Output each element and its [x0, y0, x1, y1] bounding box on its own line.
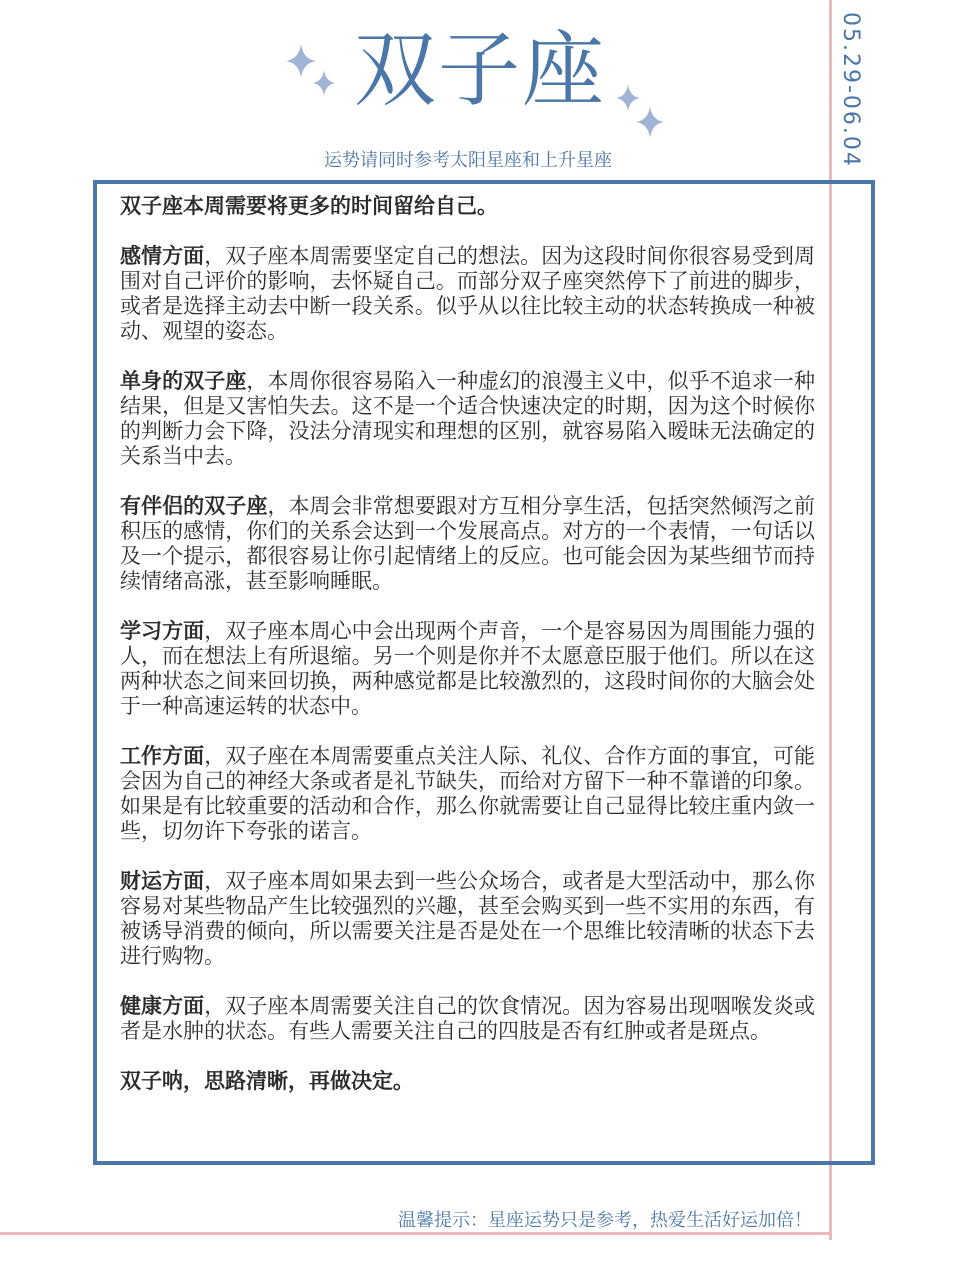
section-heading: 健康方面 [120, 994, 205, 1018]
outro-paragraph: 双子呐，思路清晰，再做决定。 [120, 1069, 414, 1093]
section-health [120, 994, 815, 1044]
section-love [120, 244, 815, 344]
page-title: 双子座 [353, 23, 606, 118]
section-heading: 有伴侣的双子座 [120, 494, 268, 518]
section-study [120, 619, 815, 719]
pink-horizontal-line [0, 1232, 832, 1235]
section-heading: 学习方面 [120, 619, 205, 643]
footer-tip: 温馨提示：星座运势只是参考，热爱生活好运加倍！ [398, 1210, 812, 1231]
section-text: ，双子座本周心中会出现两个声音，一个是容易因为周围能力强的人，而在想法上有所退缩。另一个则是你并不太愿意臣服于他们。所以在这两种状态之间来回切换，两种感觉都是比较激烈的，这段时间你的大脑会处于一种高速运转的状态中。 [120, 619, 815, 718]
section-single [120, 369, 815, 469]
section-heading: 感情方面 [120, 244, 205, 268]
section-heading: 工作方面 [120, 744, 205, 768]
section-work [120, 744, 815, 844]
section-text: ，本周会非常想要跟对方互相分享生活，包括突然倾泻之前积压的感情，你们的关系会达到一个发展高点。对方的一个表情，一句话以及一个提示，都很容易让你引起情绪上的反应。也可能会因为某些细节而持续情绪高涨，甚至影响睡眠。 [120, 494, 815, 593]
page-subtitle: 运势请同时参考太阳星座和上升星座 [324, 150, 612, 171]
section-text: ，双子座在本周需要重点关注人际、礼仪、合作方面的事宜，可能会因为自己的神经大条或者是礼节缺失，而给对方留下一种不靠谱的印象。如果是有比较重要的活动和合作，那么你就需要让自己显得比较庄重内敛一些，切勿许下夸张的诺言。 [120, 744, 815, 843]
section-wealth [120, 869, 815, 969]
section-partnered [120, 494, 815, 594]
date-range: 05.29-06.04 [838, 12, 863, 168]
horoscope-content [120, 194, 815, 1119]
section-heading: 单身的双子座 [120, 369, 247, 393]
section-text: ，双子座本周需要关注自己的饮食情况。因为容易出现咽喉发炎或者是水肿的状态。有些人需要关注自己的四肢是否有红肿或者是斑点。 [120, 994, 815, 1043]
intro-paragraph: 双子座本周需要将更多的时间留给自己。 [120, 194, 498, 218]
section-heading: 财运方面 [120, 869, 205, 893]
section-text: ，双子座本周需要坚定自己的想法。因为这段时间你很容易受到周围对自己评价的影响，去怀疑自己。而部分双子座突然停下了前进的脚步，或者是选择主动去中断一段关系。似乎从以往比较主动的状态转换成一种被动、观望的姿态。 [120, 244, 815, 343]
section-text: ，双子座本周如果去到一些公众场合，或者是大型活动中，那么你容易对某些物品产生比较强烈的兴趣，甚至会购买到一些不实用的东西，有被诱导消费的倾向，所以需要关注是否是处在一个思维比较清晰的状态下去进行购物。 [120, 869, 815, 968]
section-text: ，本周你很容易陷入一种虚幻的浪漫主义中，似乎不追求一种结果，但是又害怕失去。这不是一个适合快速决定的时期，因为这个时候你的判断力会下降，没法分清现实和理想的区别，就容易陷入暧昧无法确定的关系当中去。 [120, 369, 815, 468]
